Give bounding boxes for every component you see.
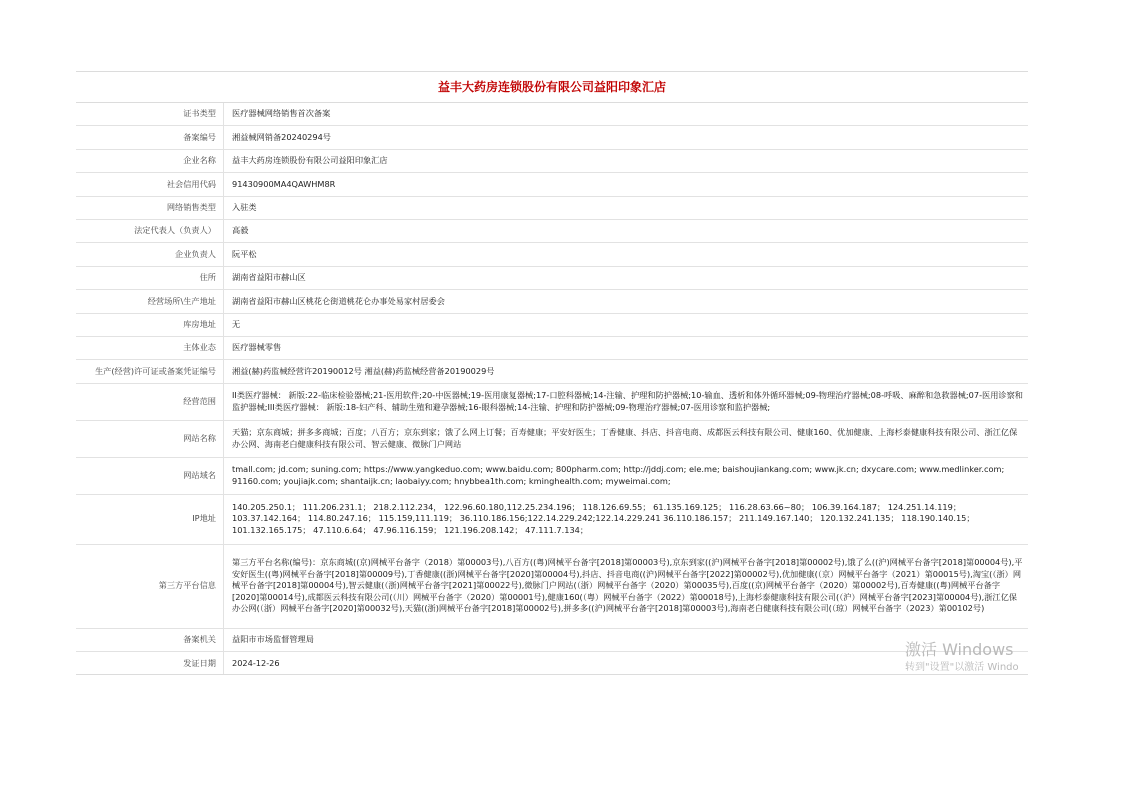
row-value: 医疗器械网络销售首次备案: [224, 103, 1029, 126]
record-document: [76, 71, 1028, 675]
row-label: 主体业态: [76, 336, 224, 359]
row-ip-addresses: [76, 494, 1028, 544]
row-value: 入驻类: [224, 196, 1029, 219]
row-label: 备案编号: [76, 126, 224, 149]
row-sales-type: [76, 196, 1028, 219]
row-label: IP地址: [76, 494, 224, 544]
row-label: 住所: [76, 266, 224, 289]
row-website-domains: [76, 457, 1028, 494]
row-website-names: [76, 420, 1028, 457]
row-business-form: [76, 336, 1028, 359]
row-record-authority: [76, 628, 1028, 651]
row-value: 湘益(赫)药监械经营许20190012号 湘益(赫)药监械经营备20190029号: [224, 360, 1029, 383]
watermark-line-2: 转到"设置"以激活 Windo: [905, 662, 1019, 673]
page-title: 益丰大药房连锁股份有限公司益阳印象汇店: [76, 72, 1028, 103]
row-value: 湖南省益阳市赫山区桃花仑街道桃花仑办事处易家村居委会: [224, 290, 1029, 313]
row-third-party-platforms: [76, 544, 1028, 628]
row-value: 湖南省益阳市赫山区: [224, 266, 1029, 289]
row-label: 企业名称: [76, 149, 224, 172]
windows-activation-watermark: [905, 640, 1019, 676]
row-label: 法定代表人（负责人）: [76, 219, 224, 242]
row-record-number: [76, 126, 1028, 149]
row-label: 发证日期: [76, 652, 224, 675]
row-value: II类医疗器械： 新版:22-临床检验器械;21-医用软件;20-中医器械;19-医用康复器械;17-口腔科器械;14-注输、护理和防护器械;10-输血、透析和体外循环器械;09-物理治疗器械;08-呼吸、麻醉和急救器械;07-医用诊察和监护器械;III类医疗器械： 新版:18-妇产科、辅助生殖和避孕器械;16-眼科器械;14-注输、护理和防护器械;09-物理治疗器械;07-医用诊察和监护器械;: [224, 383, 1029, 420]
row-label: 企业负责人: [76, 243, 224, 266]
row-label: 经营范围: [76, 383, 224, 420]
row-label: 网络销售类型: [76, 196, 224, 219]
row-company-name: [76, 149, 1028, 172]
row-label: 社会信用代码: [76, 173, 224, 196]
row-label: 第三方平台信息: [76, 544, 224, 628]
row-value: 高毅: [224, 219, 1029, 242]
row-label: 库房地址: [76, 313, 224, 336]
row-issue-date: [76, 652, 1028, 675]
row-label: 经营场所\生产地址: [76, 290, 224, 313]
row-label: 证书类型: [76, 103, 224, 126]
row-legal-rep: [76, 219, 1028, 242]
record-table: [76, 103, 1028, 675]
row-label: 网站域名: [76, 457, 224, 494]
row-business-scope: [76, 383, 1028, 420]
row-company-head: [76, 243, 1028, 266]
row-value: 无: [224, 313, 1029, 336]
row-value: 湘益械网销备20240294号: [224, 126, 1029, 149]
row-license-number: [76, 360, 1028, 383]
row-label: 网站名称: [76, 420, 224, 457]
watermark-line-1: 激活 Windows: [905, 640, 1014, 659]
row-value: 140.205.250.1； 111.206.231.1； 218.2.112.234， 122.96.60.180,112.25.234.196； 118.126.69.55； 61.135.169.125； 116.28.63.66~80； 106.39.164.187； 124.251.14.119； 103.37.142.164； 114.80.247.16； 115.159,111.119； 36.110.186.156;122.14.229.242;122.14.229.241 36.110.186.157； 211.149.167.140； 120.132.241.135； 118.190.140.15； 101.132.165.175； 47.110.6.64； 47.96.116.159； 121.196.208.142； 47.111.7.134；: [224, 494, 1029, 544]
row-business-address: [76, 290, 1028, 313]
row-residence: [76, 266, 1028, 289]
row-label: 备案机关: [76, 628, 224, 651]
row-value: 第三方平台名称(编号)：京东商城((京)网械平台备字（2018）第00003号),八百方((粤)网械平台备字[2018]第00003号),京东到家((沪)网械平台备字[2018]第00002号),饿了么((沪)网械平台备字[2018]第00004号),平安好医生((粤)网械平台备字[2018]第00009号),丁香健康((浙)网械平台备字[2020]第00004号),抖店、抖音电商((沪)网械平台备字[2022]第00002号),优加健康(（京）网械平台备字（2021）第00015号),淘宝(（浙）网械平台备字[2018]第00004号),智云健康(（浙)网械平台备字[2021]第00022号),微脉门户网站(（浙）网械平台备字（2020）第00035号),百度((京)网械平台备字（2020）第00002号),百寿健康((粤)网械平台备字[2020]第00014号),成都医云科技有限公司(（川）网械平台备字（2020）第00001号),健康160(（粤）网械平台备字（2022）第00018号),上海杉泰健康科技有限公司(（沪）网械平台备字[2023]第00004号),浙江亿保办公网(（浙）网械平台备字[2020]第00032号),天猫((浙)网械平台备字[2018]第00002号),拼多多((沪)网械平台备字[2018]第00003号),海南老白健康科技有限公司(（琼）网械平台备字（2023）第00102号): [224, 544, 1029, 628]
row-value: 阮平松: [224, 243, 1029, 266]
row-value: 益阳市市场监督管理局: [224, 628, 1029, 651]
row-value: 91430900MA4QAWHM8R: [224, 173, 1029, 196]
row-label: 生产(经营)许可证或备案凭证编号: [76, 360, 224, 383]
row-value: 2024-12-26: [224, 652, 1029, 675]
row-value: 天猫；京东商城；拼多多商城；百度；八百方；京东到家；饿了么网上订餐；百寿健康；平安好医生；丁香健康、抖店、抖音电商、成都医云科技有限公司、健康160、优加健康、上海杉泰健康科技有限公司、浙江亿保办公网、海南老白健康科技有限公司、智云健康、微脉门户网站: [224, 420, 1029, 457]
row-warehouse-address: [76, 313, 1028, 336]
row-value: 益丰大药房连锁股份有限公司益阳印象汇店: [224, 149, 1029, 172]
row-value: 医疗器械零售: [224, 336, 1029, 359]
row-cert-type: [76, 103, 1028, 126]
row-credit-code: [76, 173, 1028, 196]
row-value: tmall.com; jd.com; suning.com; https://www.yangkeduo.com; www.baidu.com; 800pharm.com; http://jddj.com; ele.me; baishoujiankang.com; www.jk.cn; dxycare.com; www.medlinker.com; 91160.com; youjiajk.com; shantaijk.cn; laobaiyy.com; hnybbea1th.com; kminghealth.com; myweimai.com;: [224, 457, 1029, 494]
